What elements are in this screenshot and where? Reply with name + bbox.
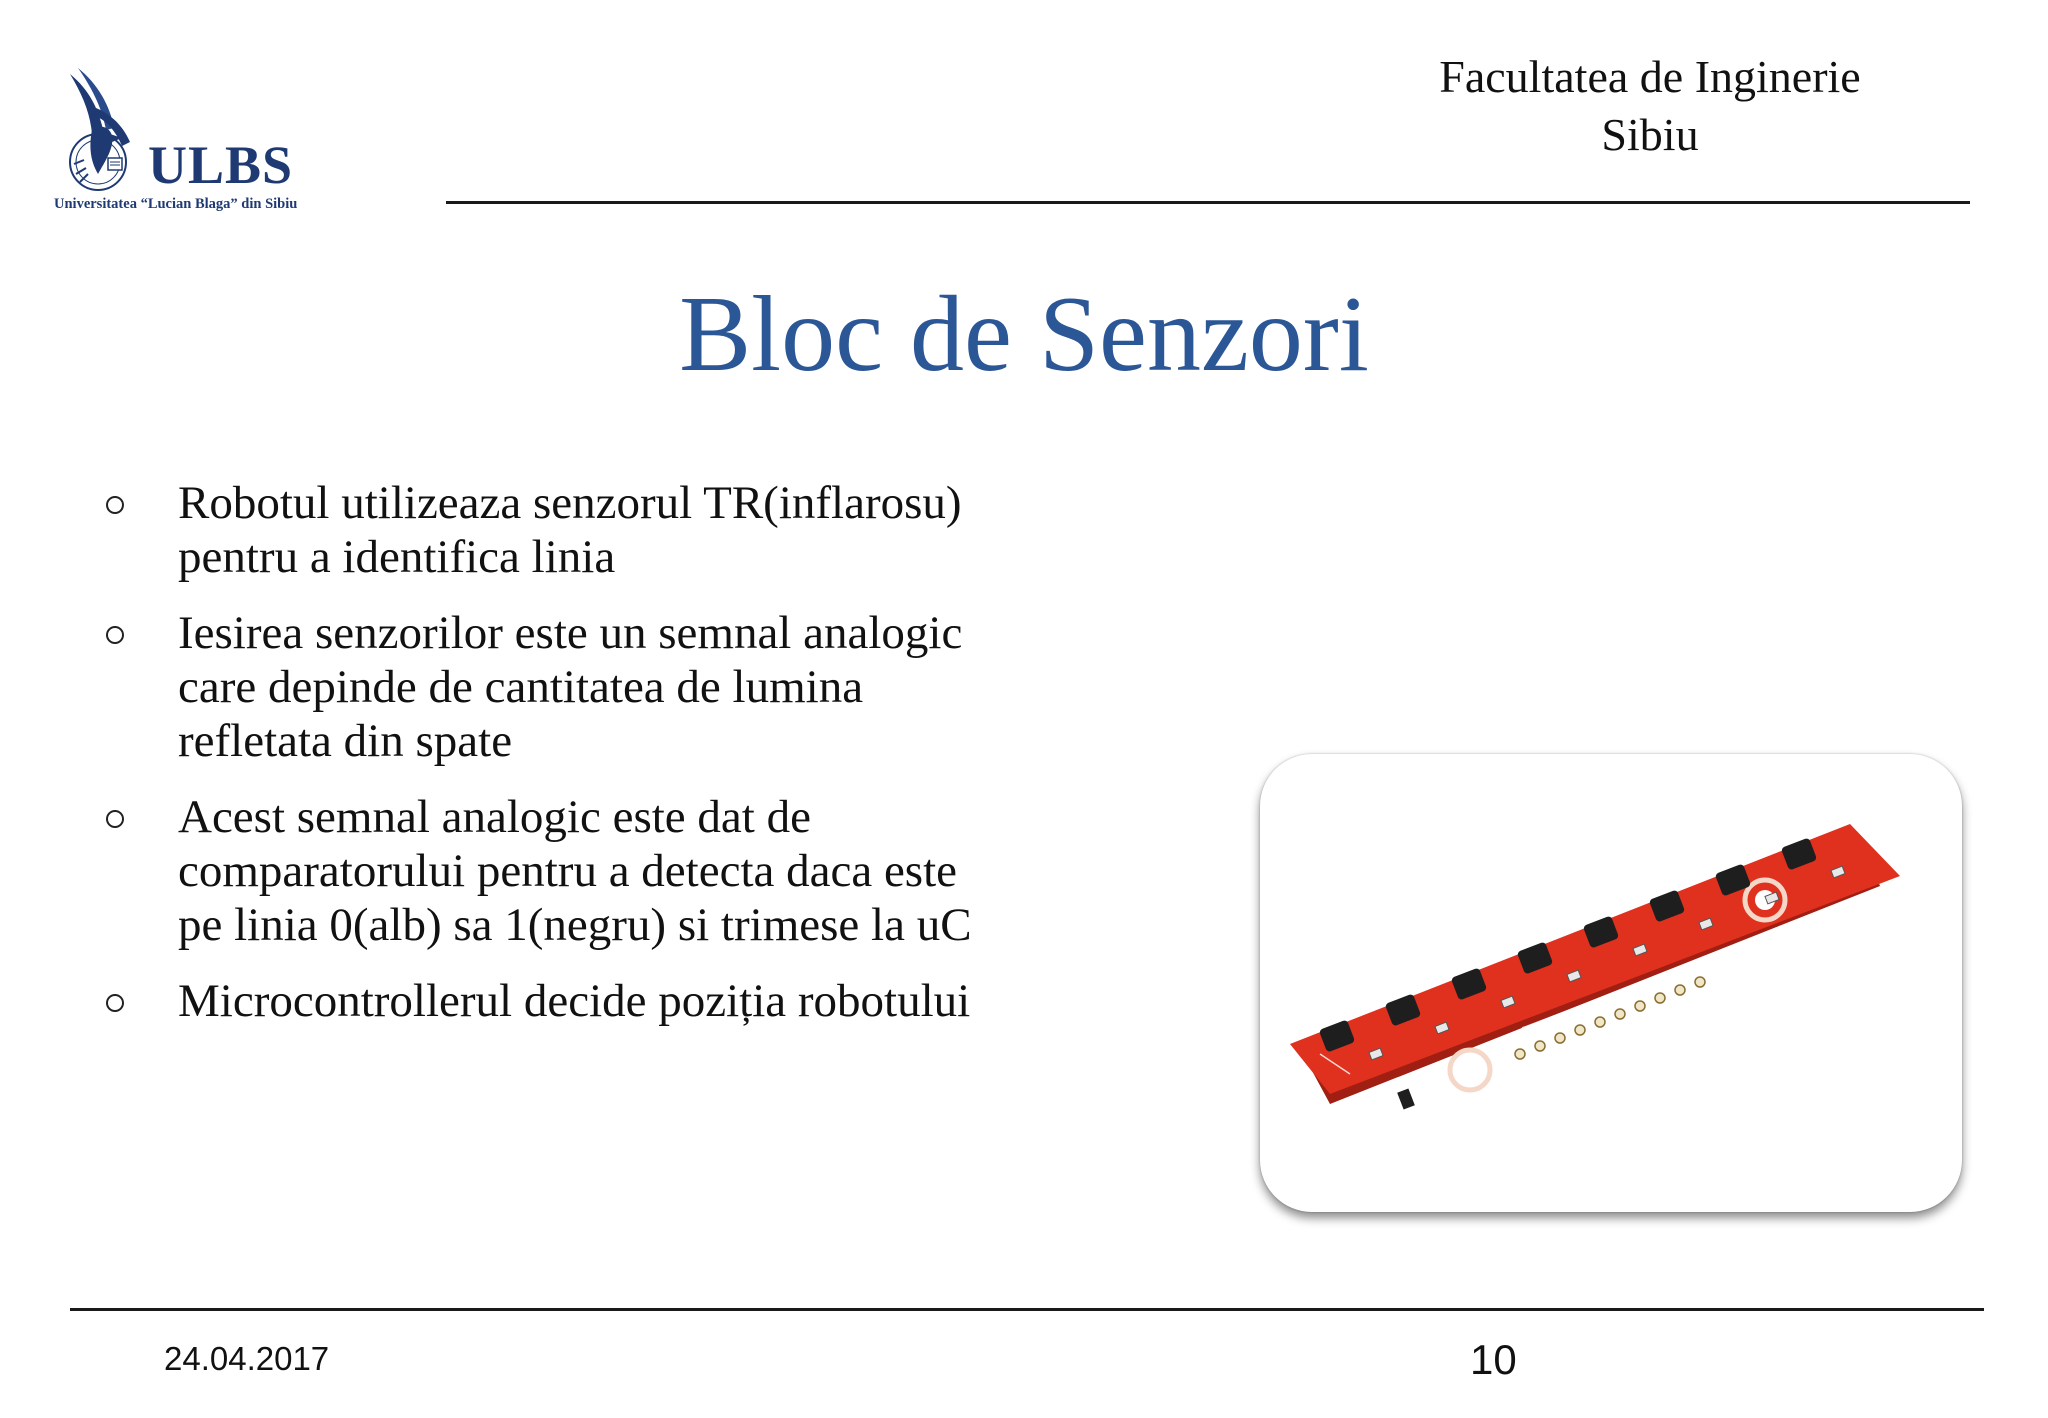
circle-bullet-icon xyxy=(106,626,124,644)
bullet-text-line: Microcontrollerul decide poziția robotului xyxy=(178,975,971,1027)
bullet-text-line: Acest semnal analogic este dat de xyxy=(178,791,811,843)
sensor-board-image xyxy=(1260,754,1962,1212)
slide-date: 24.04.2017 xyxy=(164,1340,330,1377)
circle-bullet-icon xyxy=(106,994,124,1012)
bullet-text-line: pe linia 0(alb) sa 1(negru) si trimese la uC xyxy=(178,899,972,951)
bullet-item xyxy=(100,606,1060,768)
eagle-icon xyxy=(52,64,162,194)
logo-wordmark: ULBS xyxy=(148,135,294,195)
circle-bullet-icon xyxy=(106,810,124,828)
bullet-item xyxy=(100,974,1060,1028)
sensor-board-picture xyxy=(1260,754,1962,1212)
logo-subtitle: Universitatea “Lucian Blaga” din Sibiu xyxy=(54,196,298,212)
bullet-text-line: Iesirea senzorilor este un semnal analogic xyxy=(178,607,963,659)
bullet-list xyxy=(100,476,1060,1050)
bullet-text-line: refletata din spate xyxy=(178,715,513,767)
bullet-text-line: comparatorului pentru a detecta daca este xyxy=(178,845,958,897)
bullet-item xyxy=(100,476,1060,584)
bullet-text-line: care depinde de cantitatea de lumina xyxy=(178,661,864,713)
slide-title: Bloc de Senzori xyxy=(679,275,1369,394)
bullet-text-line: pentru a identifica linia xyxy=(178,531,616,583)
circle-bullet-icon xyxy=(106,496,124,514)
faculty-line-1: Facultatea de Inginerie xyxy=(1439,51,1861,102)
ulbs-logo xyxy=(52,64,312,224)
faculty-line-2: Sibiu xyxy=(1601,109,1699,160)
header-divider xyxy=(446,201,1970,204)
bullet-item xyxy=(100,790,1060,952)
faculty-header xyxy=(1380,48,1920,164)
footer-divider xyxy=(70,1308,1984,1311)
bullet-text-line: Robotul utilizeaza senzorul TR(inflarosu) xyxy=(178,477,962,529)
page-number: 10 xyxy=(1470,1336,1517,1383)
